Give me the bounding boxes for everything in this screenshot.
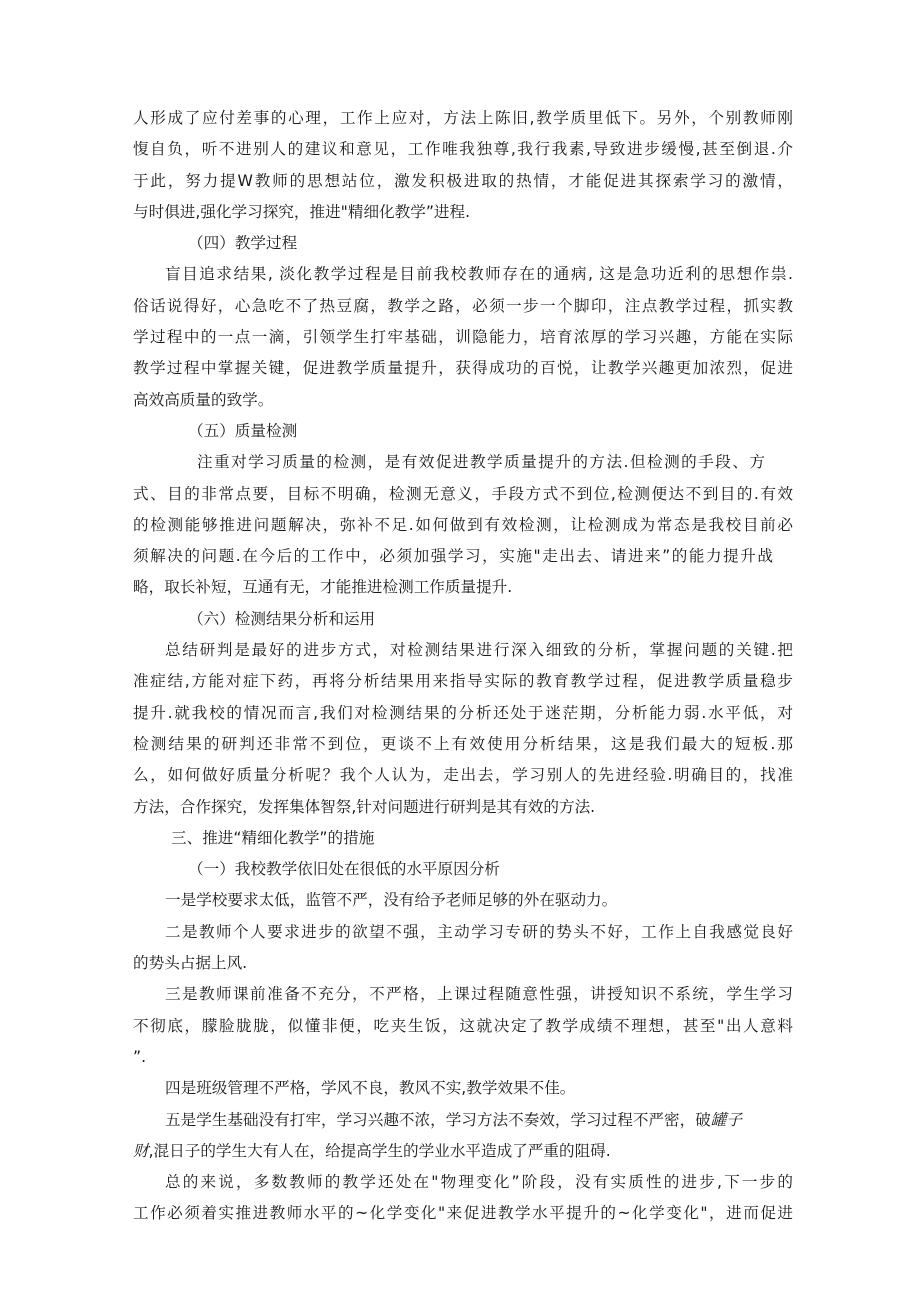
paragraph-summary — [133, 1167, 793, 1230]
text-line — [133, 1105, 793, 1136]
heading-result-analysis: （六）检测结果分析和运用 — [188, 609, 376, 628]
text-line: 准症结,方能对症下药，再将分析结果用来指导实际的教育教学过程，促进教学质量稳步 — [133, 672, 793, 691]
text-line: 提升.就我校的情况而言,我们对检测结果的分析还处于迷茫期，分析能力弱.水平低，对 — [133, 703, 793, 722]
text-line: 么，如何做好质量分析呢？我个人认为，走出去，学习别人的先进经验.明确目的，找准 — [133, 766, 793, 785]
text-line: 须解决的问题.在今后的工作中，必须加强学习，实施"走出去、请进来”的能力提升战 — [133, 547, 773, 566]
text-line: ”. — [133, 1047, 147, 1066]
document-body — [133, 103, 793, 1230]
text-line: 注重对学习质量的检测，是有效促进教学质量提升的方法.但检测的手段、方 — [197, 453, 765, 472]
text-line: 学过程中的一点一滴，引领学生打牢基础，训隐能力，培育浓厚的学习兴趣，方能在实际 — [133, 328, 793, 347]
text-line: 总结研判是最好的进步方式，对检测结果进行深入细致的分析，掌握问题的关键.把 — [165, 641, 793, 660]
text-line — [133, 1136, 793, 1167]
reason-two — [133, 917, 793, 980]
paragraph-quality-testing — [133, 447, 793, 603]
text-line: 与时俱进,强化学习探究，推进"精细化教学”进程. — [133, 202, 471, 221]
text-line: 式、目的非常点要，目标不明确，检测无意义，手段方式不到位,检测便达不到目的.有效 — [133, 484, 793, 503]
text-line: 的检测能够推进问题解决，弥补不足.如何做到有效检测，让检测成为常态是我校目前必 — [133, 515, 793, 534]
reason-three — [133, 979, 793, 1073]
reason-one: 一是学校要求太低，监管不严，没有给予老师足够的外在驱动力。 — [165, 891, 618, 910]
text-run: ,混日子的学生大有人在，给提高学生的学业水平造成了严重的阻碍. — [148, 1141, 611, 1160]
text-line: 人形成了应付差事的心理，工作上应对，方法上陈旧,教学质里低下。另外，个别教师刚 — [133, 109, 793, 127]
subheading-low-level-reasons: （一）我校教学依旧处在很低的水平原因分析 — [188, 860, 500, 879]
text-line: 二是教师个人要求进步的欲望不强，主动学习专研的势头不好，工作上自我感觉良好 — [165, 922, 793, 941]
paragraph-attitude — [133, 103, 793, 228]
reason-four: 四是班级管理不严格，学风不良，教风不实,教学效果不佳。 — [165, 1079, 576, 1098]
text-line: 盲目追求结果, 淡化教学过程是目前我校教师存在的通病, 这是急功近利的思想作祟. — [165, 265, 793, 284]
text-line: 的势头占据上风. — [133, 954, 248, 973]
text-line: 检测结果的研判还非常不到位，更谈不上有效使用分析结果，这是我们最大的短板.那 — [133, 734, 793, 753]
paragraph-teaching-process — [133, 259, 793, 415]
reason-five — [133, 1105, 793, 1168]
text-line: 略，取长补短，互通有无，才能推进检测工作质量提升. — [133, 578, 513, 597]
text-run: 五是学生基础没有打牢，学习兴趣不浓，学习方法不奏效，学习过程不严密，破 — [165, 1110, 711, 1129]
text-line: 教学过程中掌握关键，促进教学质量提升，获得成功的百悦，让教学兴趣更加浓烈，促进 — [133, 359, 793, 378]
text-line: 愎自负，听不进别人的建议和意见，工作唯我独尊,我行我素,导致进步缓慢,甚至倒退.介 — [133, 140, 793, 159]
text-line: 工作必须着实推进教师水平的~化学变化"来促进教学水平提升的~化学变化"，进而促进 — [133, 1204, 793, 1223]
text-line: 方法，合作探究，发挥集体智祭,针对问题进行研判是其有效的方法. — [133, 797, 596, 816]
text-line: 于此，努力提W教师的思想站位，激发积极进取的热情，才能促进其探索学习的激情， — [133, 171, 793, 190]
section-heading-measures: 三、推进“精细化教学”的措施 — [171, 828, 375, 847]
italic-text-run: 财 — [133, 1141, 149, 1160]
text-line: 三是教师课前准备不充分，不严格，上课过程随意性强，讲授知识不系统，学生学习 — [165, 985, 793, 1004]
heading-teaching-process: （四）教学过程 — [188, 234, 298, 253]
text-line: 俗话说得好，心急吃不了热豆腐，教学之路，必须一步一个脚印，注点教学过程，抓实教 — [133, 296, 793, 315]
text-line: 总的来说，多数教师的教学还处在"物理变化”阶段，没有实质性的进步,下一步的 — [165, 1173, 793, 1192]
heading-quality-testing: （五）质量检测 — [188, 421, 298, 440]
paragraph-result-analysis — [133, 635, 793, 823]
text-line: 高效高质量的致学。 — [133, 390, 274, 409]
italic-text-run: 罐子 — [710, 1110, 742, 1129]
text-line: 不彻底，朦脸胧胧，似懂非便，吃夹生饭，这就决定了教学成绩不理想，甚至"出人意料 — [133, 1016, 793, 1035]
